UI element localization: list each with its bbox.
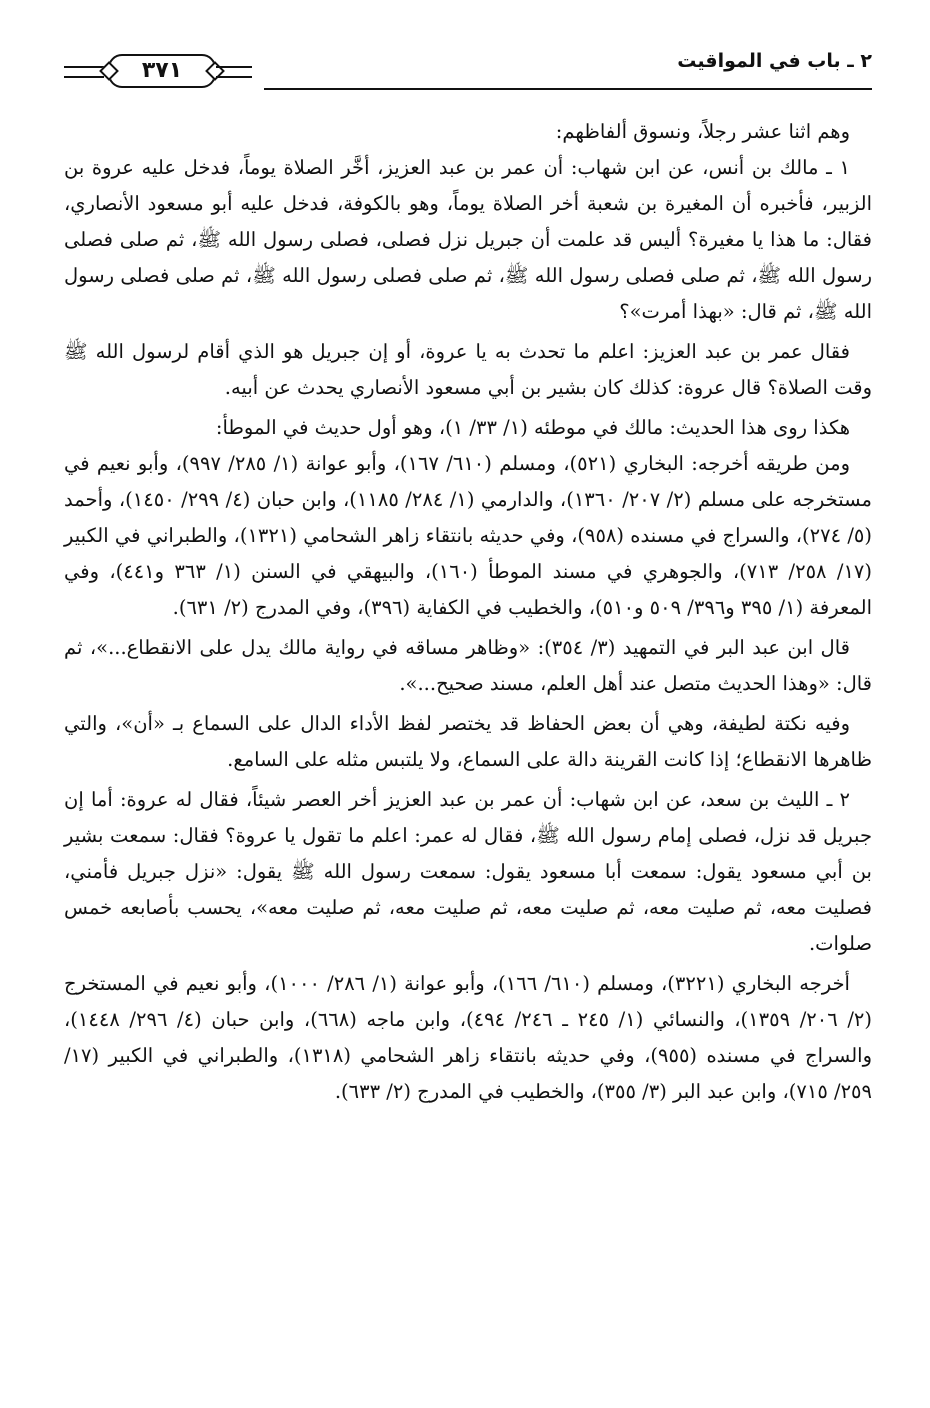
paragraph-takhrij-1: ومن طريقه أخرجه: البخاري (٥٢١)، ومسلم (٦١٠/ ١٦٧)، وأبو عوانة (١/ ٢٨٥/ ٩٩٧)، وأبو نعيم في مستخرجه على مسلم (٢/ ٢٠٧/ ١٣٦٠)، والدارمي (١/ ٢٨٤/ ١١٨٥)، وابن حبان (٤/ ٢٩٩/ ١٤٥٠)، وأحمد (٥/ ٢٧٤)، والسراج في مسنده (٩٥٨)، وفي حديثه بانتقاء زاهر الشحامي (١٣٢١)، والطبراني في الكبير (١٧/ ٢٥٨/ ٧١٣)، والجوهري في مسند الموطأ (١٦٠)، والبيهقي في السنن (١/ ٣٦٣ و٤٤١)، وفي المعرفة (١/ ٣٩٥ و٣٩٦/ ٥٠٩ و٥١٠)، والخطيب في الكفاية (٣٩٦)، وفي المدرج (٢/ ٦٣١). [64, 452, 873, 619]
paragraph: قال ابن عبد البر في التمهيد (٣/ ٣٥٤): «وظاهر مساقه في رواية مالك يدل على الانقطاع...»، ثم قال: «وهذا الحديث متصل عند أهل العلم، مسند صحيح...». [64, 636, 872, 695]
paragraph: وهم اثنا عشر رجلاً، ونسوق ألفاظهم: [555, 120, 850, 143]
chapter-title: ٢ ـ باب في المواقيت [677, 50, 872, 72]
ornament-lines-left [64, 66, 104, 78]
paragraph-hadith-1: ١ ـ مالك بن أنس، عن ابن شهاب: أن عمر بن عبد العزيز، أخَّر الصلاة يوماً، فدخل عليه عروة بن الزبير، فأخبره أن المغيرة بن شعبة أخر الصلاة يوماً، وهو بالكوفة، فدخل عليه أبو مسعود الأنصاري، فقال: ما هذا يا مغيرة؟ أليس قد علمت أن جبريل نزل فصلى، فصلى رسول الله ﷺ، ثم صلى فصلى رسول الله ﷺ، ثم صلى فصلى رسول الله ﷺ، ثم صلى فصلى رسول الله ﷺ، ثم صلى فصلى رسول الله ﷺ، ثم قال: «بهذا أمرت»؟ [64, 156, 872, 323]
paragraph-hadith-2: ٢ ـ الليث بن سعد، عن ابن شهاب: أن عمر بن عبد العزيز أخر العصر شيئاً، فقال له عروة: أما إن جبريل قد نزل، فصلى إمام رسول الله ﷺ، فقال له عمر: اعلم ما تقول يا عروة؟ فقال: سمعت بشير بن أبي مسعود يقول: سمعت أبا مسعود يقول: سمعت رسول الله ﷺ يقول: «نزل جبريل فأمني، فصليت معه، ثم صليت معه، ثم صليت معه، ثم صليت معه، ثم صليت معه»، يحسب بأصابعه خمس صلوات. [64, 788, 872, 955]
paragraph: هكذا روى هذا الحديث: مالك في موطئه (١/ ٣٣/ ١)، وهو أول حديث في الموطأ: [215, 416, 850, 439]
book-page [64, 0, 872, 1408]
page-body [64, 114, 872, 1110]
page-number-badge [64, 48, 264, 102]
page-number: ٣٧١ [108, 54, 216, 88]
page-header [64, 48, 872, 102]
paragraph: فقال عمر بن عبد العزيز: اعلم ما تحدث به يا عروة، أو إن جبريل هو الذي أقام لرسول الله ﷺ وقت الصلاة؟ قال عروة: كذلك كان بشير بن أبي مسعود الأنصاري يحدث عن أبيه. [64, 340, 872, 399]
ornament-lines-right [216, 66, 252, 78]
paragraph-takhrij-2: أخرجه البخاري (٣٢٢١)، ومسلم (٦١٠/ ١٦٦)، وأبو عوانة (١/ ٢٨٦/ ١٠٠٠)، وأبو نعيم في المستخرج (٢/ ٢٠٦/ ١٣٥٩)، والنسائي (١/ ٢٤٥ ـ ٢٤٦/ ٤٩٤)، وابن ماجه (٦٦٨)، وابن حبان (٤/ ٢٩٦/ ١٤٤٨)، والسراج في مسنده (٩٥٥)، وفي حديثه بانتقاء زاهر الشحامي (١٣١٨)، والطبراني في الكبير (١٧/ ٢٥٩/ ٧١٥)، وابن عبد البر (٣/ ٣٥٥)، والخطيب في المدرج (٢/ ٦٣٣). [64, 972, 872, 1103]
paragraph-note: وفيه نكتة لطيفة، وهي أن بعض الحفاظ قد يختصر لفظ الأداء الدال على السماع بـ «أن»، والتي ظاهرها الانقطاع؛ إذا كانت القرينة دالة على السماع، ولا يلتبس مثله على السامع. [64, 712, 872, 771]
